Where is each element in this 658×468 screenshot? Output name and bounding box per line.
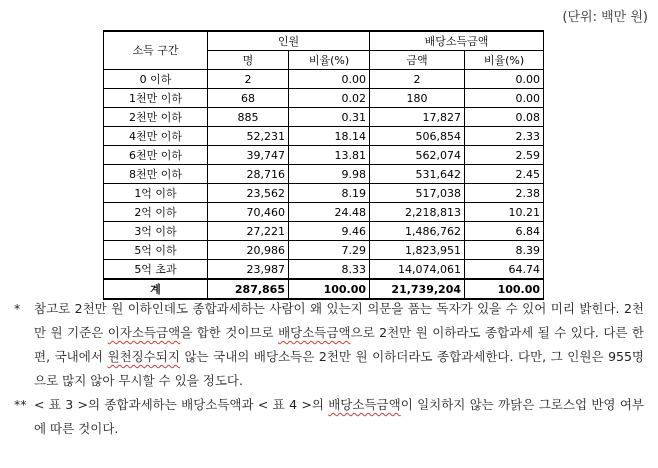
footnote-1-part: 참고로 2천만 원 이하인데도 종합과세하는 사람이 왜 있는지 의문을 품는 독자가 있을 수 있어 미리 밝힌다. 2천만 원 기준은 <box>34 301 644 340</box>
footnote-1-term: 이자소득금액 <box>107 325 181 340</box>
footnote-1 <box>14 297 644 393</box>
total-row <box>104 279 544 299</box>
amount-cell: 506,854 <box>370 127 465 146</box>
people-cell: 70,460 <box>208 203 289 222</box>
amount-cell: 517,038 <box>370 184 465 203</box>
footnote-1-part: 을 합한 것이므로 <box>180 325 279 340</box>
footnote-2-part: 이 일치하지 않는 까닭은 그로스업 반영 여부에 따른 것이다. <box>34 397 644 436</box>
footnote-2 <box>14 393 644 441</box>
table-row <box>104 70 544 89</box>
people-cell: 2 <box>208 70 289 89</box>
table-row <box>104 127 544 146</box>
people-cell: 27,221 <box>208 222 289 241</box>
people-cell: 23,987 <box>208 260 289 280</box>
total-amount: 21,739,204 <box>370 279 465 299</box>
people-cell: 28,716 <box>208 165 289 184</box>
people-ratio-cell: 9.98 <box>289 165 370 184</box>
people-ratio-cell: 0.00 <box>289 70 370 89</box>
bracket-cell: 4천만 이하 <box>104 127 208 146</box>
footnote-2-mark: ** <box>14 397 27 412</box>
table-row <box>104 184 544 203</box>
people-cell: 39,747 <box>208 146 289 165</box>
unit-label: (단위: 백만 원) <box>562 10 648 25</box>
amount-ratio-cell: 2.45 <box>465 165 544 184</box>
table-row <box>104 260 544 280</box>
header-income-bracket: 소득 구간 <box>104 31 208 70</box>
amount-ratio-cell: 8.39 <box>465 241 544 260</box>
people-cell: 52,231 <box>208 127 289 146</box>
bracket-cell: 5억 이하 <box>104 241 208 260</box>
bracket-cell: 5억 초과 <box>104 260 208 280</box>
amount-ratio-cell: 64.74 <box>465 260 544 280</box>
footnote-1-text <box>34 297 644 393</box>
people-cell: 23,562 <box>208 184 289 203</box>
bracket-cell: 8천만 이하 <box>104 165 208 184</box>
total-people-ratio: 100.00 <box>289 279 370 299</box>
amount-cell: 2 <box>370 70 465 89</box>
people-ratio-cell: 18.14 <box>289 127 370 146</box>
people-ratio-cell: 0.02 <box>289 89 370 108</box>
amount-cell: 180 <box>370 89 465 108</box>
bracket-cell: 0 이하 <box>104 70 208 89</box>
footnote-2-part: < 표 3 >의 종합과세하는 배당소득액과 < 표 4 >의 <box>34 397 329 412</box>
amount-ratio-cell: 0.08 <box>465 108 544 127</box>
amount-ratio-cell: 0.00 <box>465 70 544 89</box>
bracket-cell: 6천만 이하 <box>104 146 208 165</box>
amount-ratio-cell: 10.21 <box>465 203 544 222</box>
bracket-cell: 3억 이하 <box>104 222 208 241</box>
amount-cell: 14,074,061 <box>370 260 465 280</box>
people-ratio-cell: 8.19 <box>289 184 370 203</box>
bracket-cell: 2천만 이하 <box>104 108 208 127</box>
header-amount-ratio: 비율(%) <box>465 51 544 70</box>
people-ratio-cell: 8.33 <box>289 260 370 280</box>
people-cell: 68 <box>208 89 289 108</box>
footnotes <box>14 297 644 441</box>
footnote-2-term: 배당소득금액 <box>328 397 401 412</box>
amount-cell: 17,827 <box>370 108 465 127</box>
footnote-1-part: 않는 국내의 배당소득은 2천만 원 이하더라도 종합과세한다. 다만, 그 인원은 955명으로 많지 않아 무시할 수 있을 정도다. <box>34 349 645 388</box>
amount-ratio-cell: 2.59 <box>465 146 544 165</box>
people-ratio-cell: 9.46 <box>289 222 370 241</box>
header-amount: 금액 <box>370 51 465 70</box>
table-row <box>104 222 544 241</box>
total-people: 287,865 <box>208 279 289 299</box>
people-ratio-cell: 24.48 <box>289 203 370 222</box>
income-bracket-table <box>103 30 544 300</box>
people-cell: 20,986 <box>208 241 289 260</box>
table-row <box>104 241 544 260</box>
table-row <box>104 165 544 184</box>
table-row <box>104 146 544 165</box>
amount-cell: 2,218,813 <box>370 203 465 222</box>
people-ratio-cell: 7.29 <box>289 241 370 260</box>
amount-ratio-cell: 2.38 <box>465 184 544 203</box>
bracket-cell: 2억 이하 <box>104 203 208 222</box>
header-people-group: 인원 <box>208 31 370 51</box>
people-cell: 885 <box>208 108 289 127</box>
total-label: 계 <box>104 279 208 299</box>
amount-cell: 562,074 <box>370 146 465 165</box>
header-people-ratio: 비율(%) <box>289 51 370 70</box>
amount-cell: 1,823,951 <box>370 241 465 260</box>
amount-cell: 1,486,762 <box>370 222 465 241</box>
table-row <box>104 203 544 222</box>
total-amount-ratio: 100.00 <box>465 279 544 299</box>
amount-ratio-cell: 6.84 <box>465 222 544 241</box>
people-ratio-cell: 0.31 <box>289 108 370 127</box>
amount-ratio-cell: 0.00 <box>465 89 544 108</box>
amount-ratio-cell: 2.33 <box>465 127 544 146</box>
bracket-cell: 1억 이하 <box>104 184 208 203</box>
header-dividend-group: 배당소득금액 <box>370 31 544 51</box>
bracket-cell: 1천만 이하 <box>104 89 208 108</box>
amount-cell: 531,642 <box>370 165 465 184</box>
footnote-2-text <box>34 393 644 441</box>
header-people-count: 명 <box>208 51 289 70</box>
footnote-1-mark: * <box>14 301 21 316</box>
people-ratio-cell: 13.81 <box>289 146 370 165</box>
footnote-1-part: 으로 2천만 원 이하라도 종합과세 될 수 있다. 다른 한편, 국내에서 <box>34 325 644 364</box>
table-row <box>104 89 544 108</box>
footnote-1-term: 배당소득금액 <box>278 325 351 340</box>
footnote-1-term: 원천징수되지 <box>107 349 180 364</box>
table-row <box>104 108 544 127</box>
